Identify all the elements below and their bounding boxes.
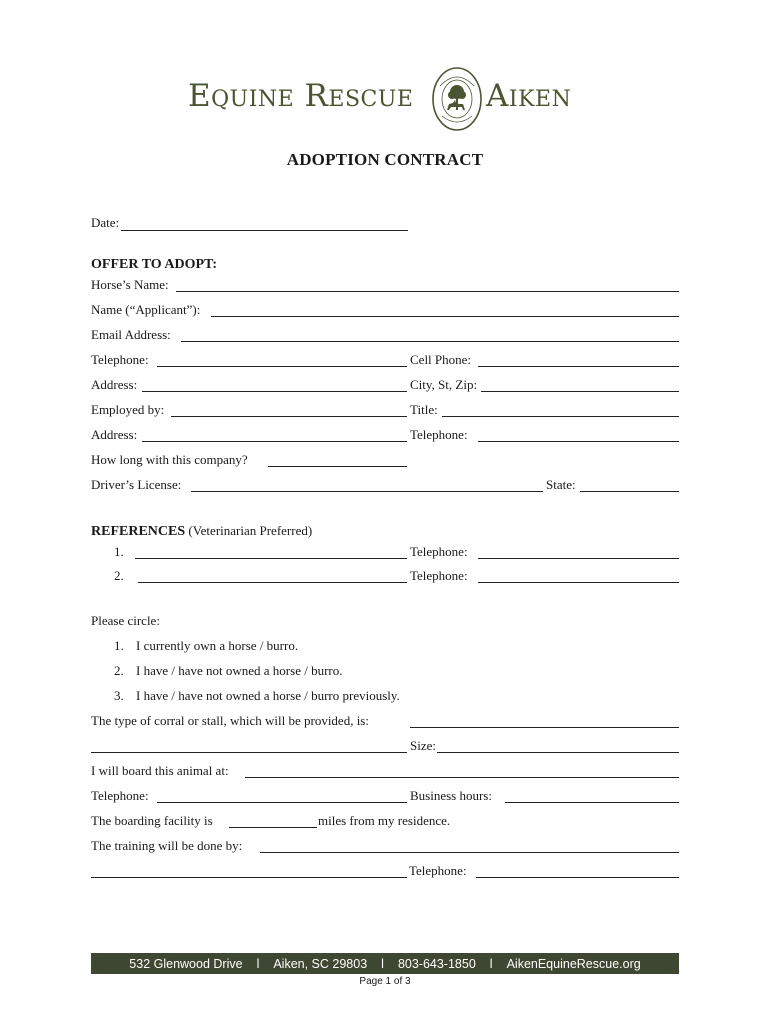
city-st-zip-field[interactable] [481,391,679,392]
drivers-license-field[interactable] [191,491,543,492]
please-circle-label: Please circle: [91,613,160,628]
cell-phone-label: Cell Phone: [410,352,472,367]
employed-by-label: Employed by: [91,402,165,417]
training-label: The training will be done by: [91,838,243,853]
circle-item-2-text[interactable]: I have / have not owned a horse / burro. [136,663,343,678]
employer-telephone-label: Telephone: [410,427,468,442]
date-label: Date: [91,215,120,230]
circle-item-3-number: 3. [114,688,124,703]
distance-field[interactable] [229,827,317,828]
corral-type-field[interactable] [410,727,679,728]
board-telephone-label: Telephone: [91,788,149,803]
job-title-field[interactable] [442,416,679,417]
business-hours-label: Business hours: [410,788,492,803]
references-note: (Veterinarian Preferred) [188,523,313,538]
how-long-label: How long with this company? [91,452,248,467]
drivers-license-label: Driver’s License: [91,477,182,492]
footer-separator: l [256,956,260,971]
circle-item-2-number: 2. [114,663,124,678]
reference-1-name-field[interactable] [135,558,407,559]
date-field[interactable] [121,230,408,231]
footer-city: Aiken, SC 29803 [273,956,368,971]
training-field-continued[interactable] [91,877,407,878]
footer-website-link[interactable]: AikenEquineRescue.org [506,956,641,971]
references-heading [91,523,312,540]
training-telephone-field[interactable] [476,877,679,878]
circle-item-1-text[interactable]: I currently own a horse / burro. [136,638,299,653]
city-st-zip-label: City, St, Zip: [410,377,478,392]
circle-item-1-number: 1. [114,638,124,653]
job-title-label: Title: [410,402,438,417]
reference-2-telephone-field[interactable] [478,582,679,583]
offer-heading: OFFER TO ADOPT: [91,257,218,272]
applicant-name-label: Name (“Applicant”): [91,302,201,317]
footer-contact-bar [91,953,679,974]
page-number: Page 1 of 3 [359,976,411,987]
horse-name-field[interactable] [176,291,679,292]
circle-item-3-text[interactable]: I have / have not owned a horse / burro previously. [136,688,400,703]
footer-phone: 803-643-1850 [397,956,476,971]
size-field[interactable] [437,752,679,753]
distance-suffix: miles from my residence. [318,813,451,828]
board-telephone-field[interactable] [157,802,407,803]
reference-1-telephone-field[interactable] [478,558,679,559]
size-label: Size: [410,738,436,753]
document-title: ADOPTION CONTRACT [286,150,484,169]
email-field[interactable] [181,341,679,342]
employer-telephone-field[interactable] [478,441,679,442]
equine-rescue-aiken-logo [188,66,588,132]
reference-2-number: 2. [114,568,124,583]
address-field[interactable] [142,391,407,392]
reference-2-name-field[interactable] [138,582,407,583]
business-hours-field[interactable] [505,802,679,803]
corral-type-field-continued[interactable] [91,752,407,753]
employed-by-field[interactable] [171,416,407,417]
state-field[interactable] [580,491,679,492]
footer-address: 532 Glenwood Drive [129,956,243,971]
footer-separator: l [381,956,384,971]
logo-seal-icon [431,66,483,132]
reference-2-telephone-label: Telephone: [410,568,468,583]
reference-1-telephone-label: Telephone: [410,544,468,559]
address-label: Address: [91,377,138,392]
how-long-field[interactable] [268,466,407,467]
footer-separator: l [489,956,493,971]
horse-name-label: Horse’s Name: [91,277,169,292]
corral-type-label: The type of corral or stall, which will be provided, is: [91,713,369,728]
cell-phone-field[interactable] [478,366,679,367]
board-location-label: I will board this animal at: [91,763,229,778]
employer-address-label: Address: [91,427,138,442]
logo-word-equine-rescue: Equine Rescue [188,78,414,114]
telephone-label: Telephone: [91,352,149,367]
references-title: REFERENCES [91,524,186,539]
distance-label: The boarding facility is [91,813,213,828]
applicant-name-field[interactable] [211,316,679,317]
board-location-field[interactable] [245,777,679,778]
email-label: Email Address: [91,327,171,342]
state-label: State: [546,477,576,492]
employer-address-field[interactable] [142,441,407,442]
logo-word-aiken: Aiken [486,78,572,114]
telephone-field[interactable] [157,366,407,367]
training-field[interactable] [260,852,679,853]
reference-1-number: 1. [114,544,124,559]
training-telephone-label: Telephone: [409,863,467,878]
